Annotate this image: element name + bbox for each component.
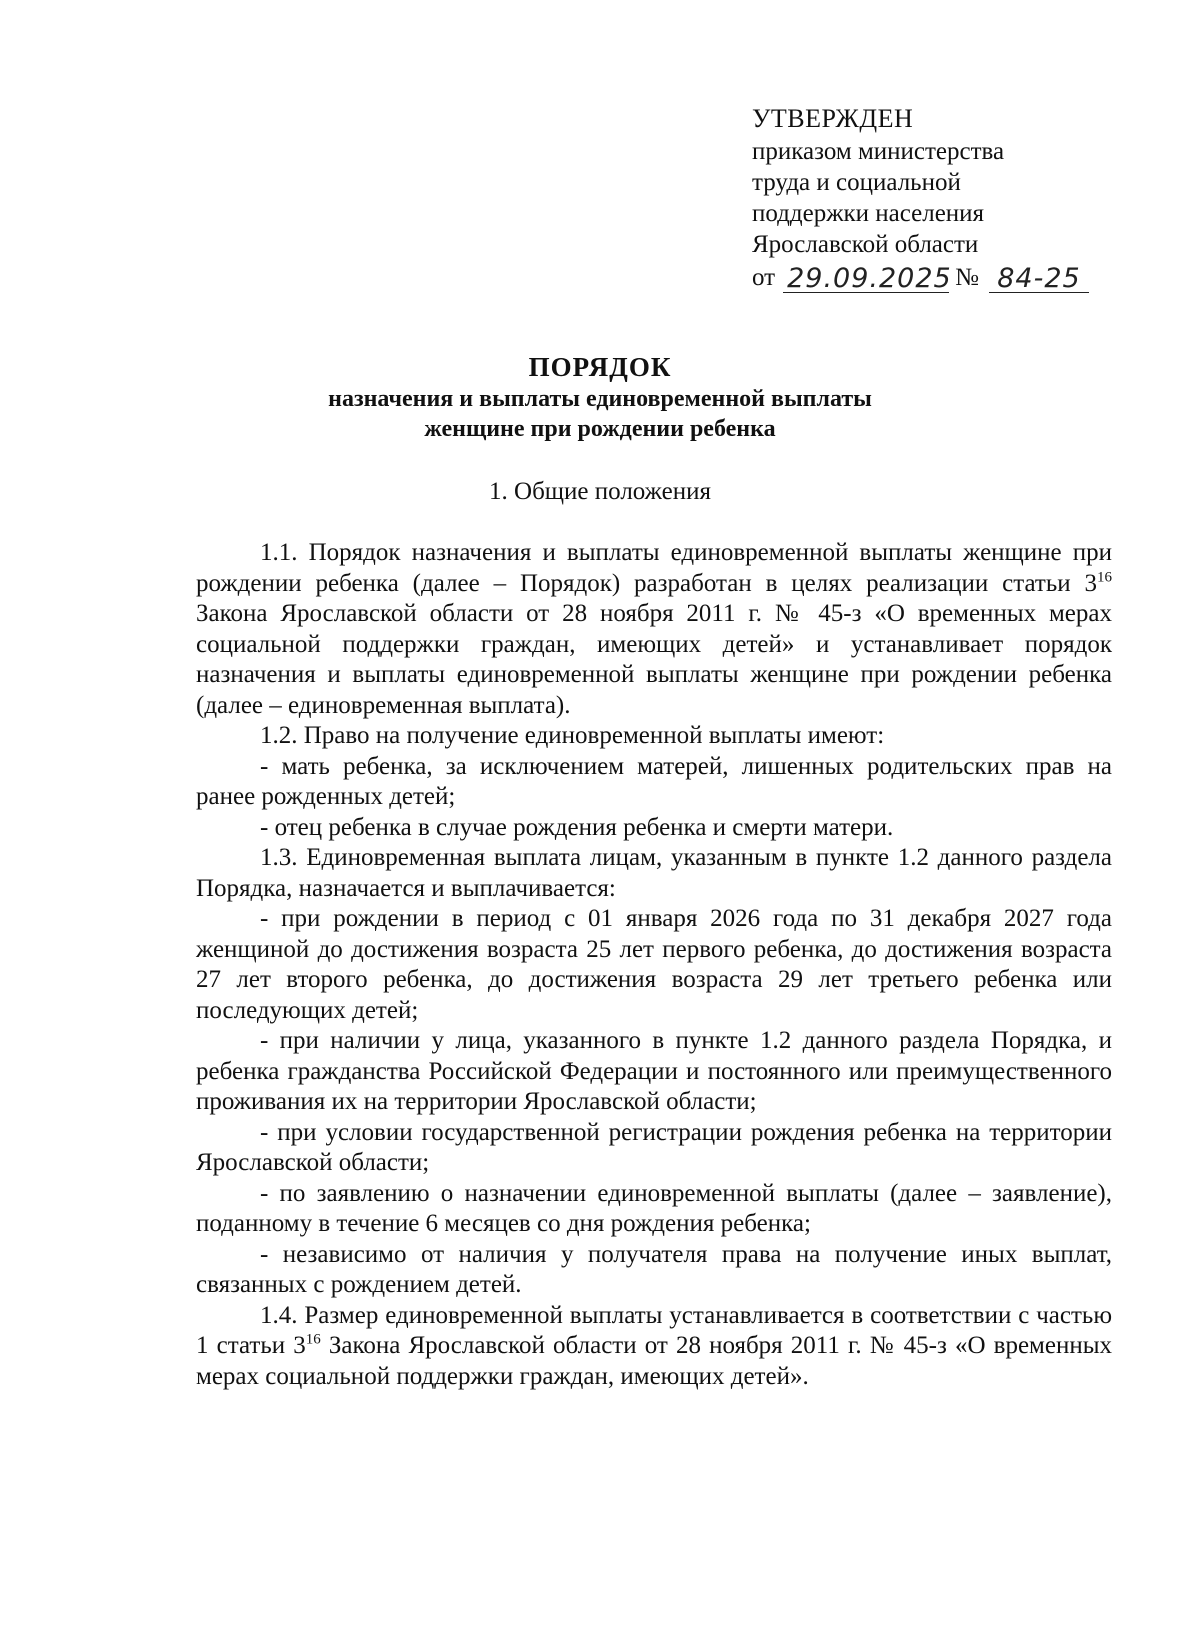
approval-line: поддержки населения [752,200,985,227]
superscript: 16 [305,1331,321,1348]
paragraph-1-4 [196,1301,1112,1393]
handwritten-date: 29.09.2025 [783,266,949,293]
approval-line: труда и социальной [752,169,961,196]
approval-line: приказом министерства [752,138,1005,165]
paragraph-text: Закона Ярославской области от 28 ноября 2011 г. № 45-з «О временных мерах социальной поддержки граждан, имеющих детей» и устанавливает порядок назначения и выплаты единовременной выплаты женщине при рождении ребенка (далее – единовременная выплата). [196,600,1112,719]
date-prefix: от [752,264,776,291]
document-body [196,538,1112,1392]
approval-line: Ярославской области [752,231,979,258]
superscript: 16 [1097,569,1112,586]
paragraph-1-2: 1.2. Право на получение единовременной выплаты имеют: [260,722,885,749]
list-item: - при условии государственной регистрации рождения ребенка на территории Ярославской области; [196,1118,1112,1176]
approval-stamp-block [752,103,1112,293]
number-sign: № [955,264,979,291]
paragraph-text: 1.4. Размер единовременной выплаты устанавливается в соответствии с частью 1 статьи 3 [196,1301,1112,1359]
handwritten-order-number: 84-25 [989,266,1089,293]
document-title-block [0,350,1200,444]
document-title: ПОРЯДОК [528,352,672,382]
list-item: - при наличии у лица, указанного в пункте 1.2 данного раздела Порядка, и ребенка гражданства Российской Федерации и постоянного или преимущественного проживания их на территории Ярославской области; [196,1027,1112,1115]
section-heading: 1. Общие положения [489,478,711,505]
paragraph-text: 1.1. Порядок назначения и выплаты единовременной выплаты женщине при рождении ребенка (далее – Порядок) разработан в целях реализации статьи 3 [196,539,1112,597]
approval-date-line [752,262,1112,293]
list-item: - отец ребенка в случае рождения ребенка и смерти матери. [260,813,894,841]
list-item: - независимо от наличия у получателя права на получение иных выплат, связанных с рождением детей. [196,1240,1112,1298]
paragraph-1-3: 1.3. Единовременная выплата лицам, указанным в пункте 1.2 данного раздела Порядка, назначается и выплачивается: [196,844,1112,902]
approval-heading: УТВЕРЖДЕН [752,104,914,133]
list-item: - мать ребенка, за исключением матерей, лишенных родительских прав на ранее рожденных детей; [196,752,1112,810]
list-item: - при рождении в период с 01 января 2026 года по 31 декабря 2027 года женщиной до достижения возраста 25 лет первого ребенка, до достижения возраста 27 лет второго ребенка, до достижения возраста 29 лет третьего ребенка или последующих детей; [196,905,1112,1024]
document-subtitle-line: женщине при рождении ребенка [424,416,776,442]
list-item: - по заявлению о назначении единовременной выплаты (далее – заявление), поданному в течение 6 месяцев со дня рождения ребенка; [196,1179,1112,1237]
document-subtitle-line: назначения и выплаты единовременной выплаты [328,386,872,412]
paragraph-text: Закона Ярославской области от 28 ноября 2011 г. № 45-з «О временных мерах социальной поддержки граждан, имеющих детей». [196,1332,1113,1390]
paragraph-1-1 [196,538,1112,721]
